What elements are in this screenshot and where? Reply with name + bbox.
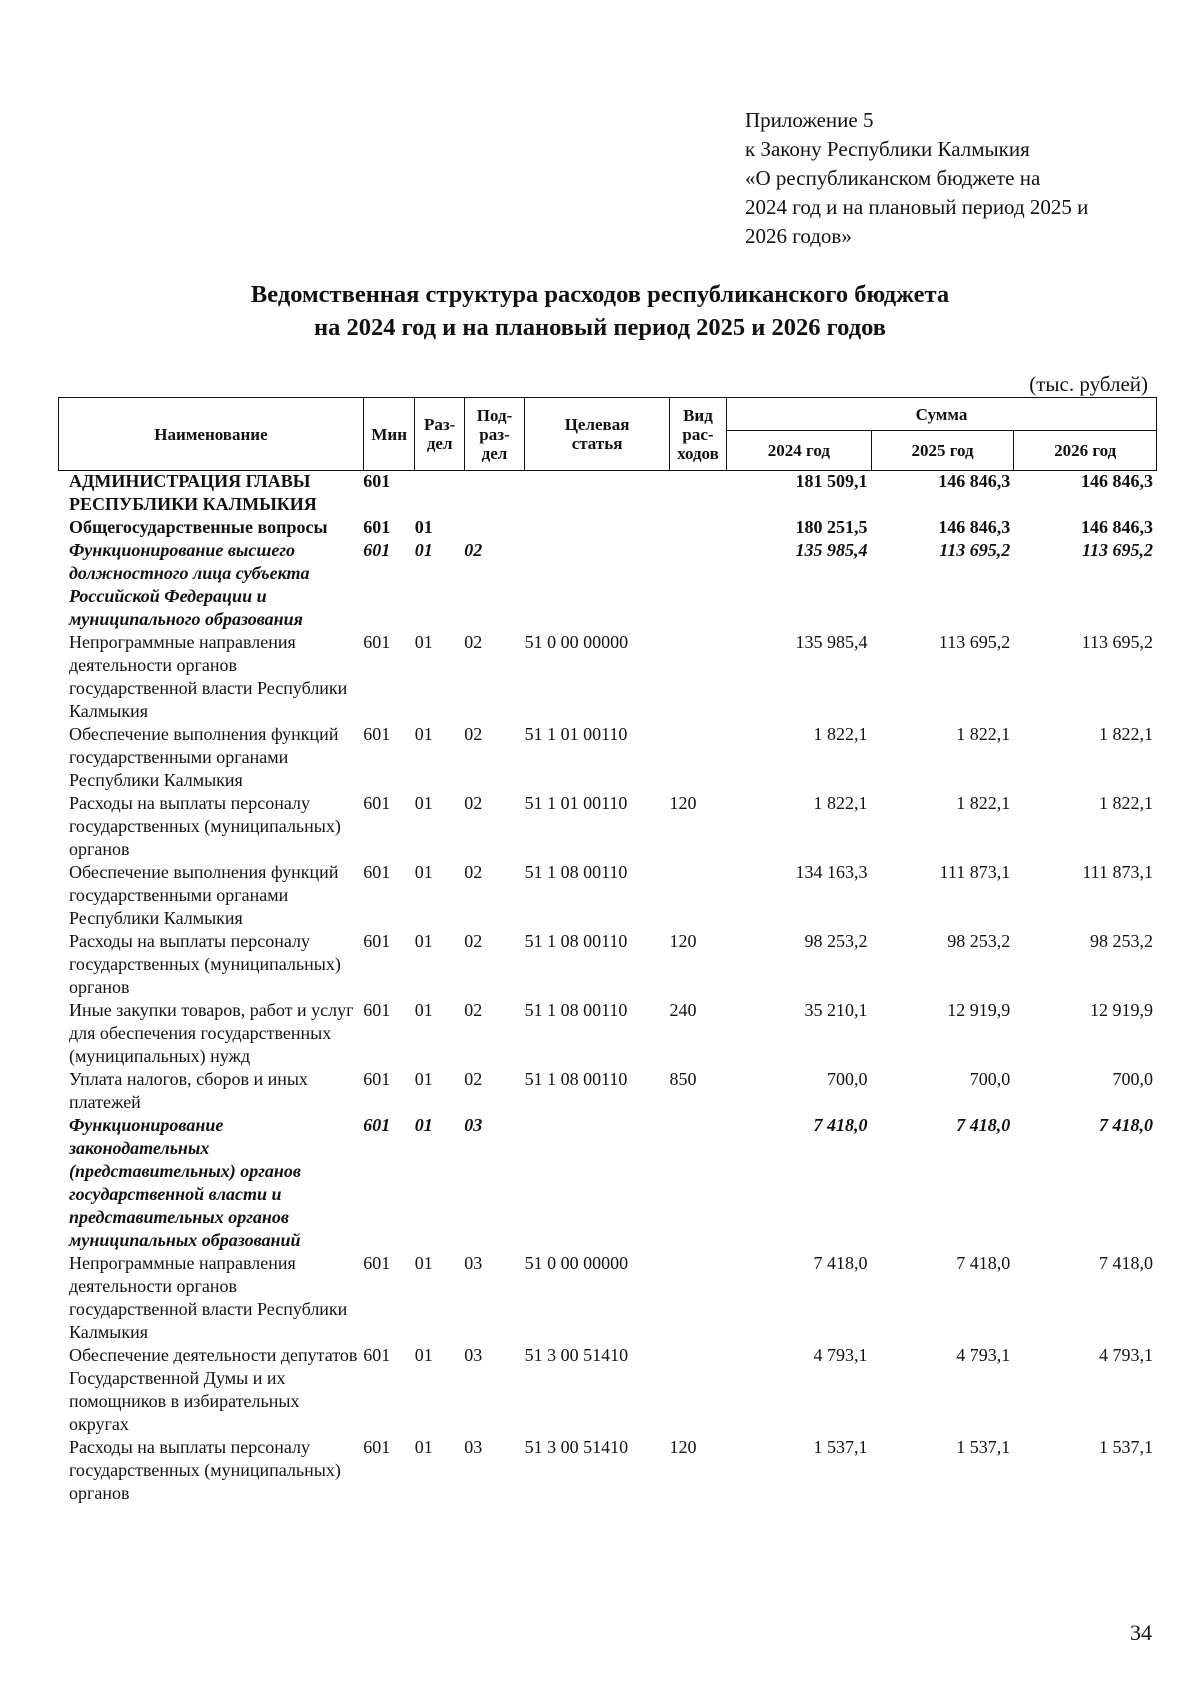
- row-name: Функционирование высшего должностного лица субъекта Российской Федерации и муниципального образования: [69, 540, 310, 629]
- row-target: 51 1 08 00110: [524, 931, 628, 951]
- row-podrazdel: 02: [464, 1000, 483, 1020]
- row-target: 51 1 01 00110: [524, 724, 628, 744]
- table-row: [58, 792, 1157, 861]
- row-razdel: 01: [414, 540, 433, 560]
- row-razdel: 01: [414, 517, 433, 537]
- table-row: [58, 723, 1157, 792]
- row-razdel: 01: [414, 724, 433, 744]
- header-year-2025: 2025 год: [871, 431, 1014, 471]
- row-sum-2024: 1 822,1: [813, 793, 868, 813]
- row-vid: [669, 539, 726, 631]
- table-row: [58, 1068, 1157, 1114]
- header-razdel: Раз- дел: [415, 398, 464, 471]
- row-sum-2024: 700,0: [826, 1069, 868, 1089]
- row-min: 601: [363, 517, 391, 537]
- row-min: 601: [363, 793, 391, 813]
- row-name: Обеспечение выполнения функций государственными органами Республики Калмыкия: [69, 724, 339, 790]
- row-sum-2026: 98 253,2: [1090, 931, 1153, 951]
- row-sum-2026: 146 846,3: [1081, 517, 1153, 537]
- table-row: [58, 631, 1157, 723]
- appendix-line: «О республиканском бюджете на: [745, 166, 1041, 190]
- row-min: 601: [363, 1115, 391, 1135]
- appendix-line: 2026 годов»: [745, 224, 852, 248]
- document-title: [0, 278, 1200, 344]
- row-sum-2025: 98 253,2: [947, 931, 1011, 951]
- table-row: [58, 861, 1157, 930]
- row-sum-2024: 1 537,1: [813, 1437, 868, 1457]
- row-podrazdel: [464, 516, 524, 539]
- row-vid: 120: [669, 931, 697, 951]
- row-name: Обеспечение деятельности депутатов Государственной Думы и их помощников в избирательных округах: [69, 1345, 358, 1434]
- row-target: 51 1 08 00110: [524, 862, 628, 882]
- row-sum-2024: 7 418,0: [813, 1253, 868, 1273]
- row-target: 51 1 08 00110: [524, 1000, 628, 1020]
- appendix-line: 2024 год и на плановый период 2025 и: [745, 195, 1089, 219]
- appendix-line: Приложение 5: [745, 108, 874, 132]
- page-number: 34: [1130, 1620, 1152, 1645]
- row-sum-2026: 4 793,1: [1099, 1345, 1153, 1365]
- row-min: 601: [363, 540, 391, 560]
- row-sum-2026: 146 846,3: [1081, 471, 1153, 491]
- row-vid: [669, 861, 726, 930]
- row-podrazdel: 02: [464, 632, 483, 652]
- row-podrazdel: 03: [464, 1437, 483, 1457]
- row-sum-2025: 146 846,3: [938, 471, 1011, 491]
- row-name: Непрограммные направления деятельности органов государственной власти Республики Калмыкия: [69, 632, 348, 721]
- row-sum-2025: 1 822,1: [956, 793, 1011, 813]
- row-target: 51 1 01 00110: [524, 793, 628, 813]
- appendix-line: к Закону Республики Калмыкия: [745, 137, 1030, 161]
- row-target: [525, 1114, 670, 1252]
- row-sum-2026: 111 873,1: [1082, 862, 1153, 882]
- table-row: [58, 930, 1157, 999]
- row-vid: [669, 516, 726, 539]
- row-name: Иные закупки товаров, работ и услуг для обеспечения государственных (муниципальных) нужд: [69, 1000, 354, 1066]
- header-target: Целевая статья: [525, 398, 670, 471]
- row-vid: [669, 1344, 726, 1436]
- row-min: 601: [363, 862, 391, 882]
- row-vid: [669, 723, 726, 792]
- row-vid: [669, 470, 726, 516]
- row-sum-2024: 180 251,5: [795, 517, 868, 537]
- row-sum-2025: 111 873,1: [939, 862, 1011, 882]
- header-year-2024: 2024 год: [726, 431, 871, 471]
- row-vid: [669, 1114, 726, 1252]
- row-sum-2025: 4 793,1: [956, 1345, 1011, 1365]
- row-name: Уплата налогов, сборов и иных платежей: [69, 1069, 308, 1112]
- row-vid: 240: [669, 1000, 697, 1020]
- row-sum-2025: 146 846,3: [938, 517, 1011, 537]
- row-podrazdel: 02: [464, 931, 483, 951]
- row-min: 601: [363, 471, 391, 491]
- row-name: Общегосударственные вопросы: [69, 517, 328, 537]
- row-name: АДМИНИСТРАЦИЯ ГЛАВЫ РЕСПУБЛИКИ КАЛМЫКИЯ: [69, 471, 317, 514]
- expense-table: [58, 470, 1157, 1505]
- row-sum-2026: 1 537,1: [1099, 1437, 1153, 1457]
- row-razdel: 01: [414, 862, 433, 882]
- table-row: [58, 539, 1157, 631]
- row-podrazdel: 03: [464, 1115, 483, 1135]
- row-razdel: [415, 470, 464, 516]
- row-name: Расходы на выплаты персоналу государственных (муниципальных) органов: [69, 1437, 341, 1503]
- row-podrazdel: 03: [464, 1253, 483, 1273]
- row-vid: 850: [669, 1069, 697, 1089]
- table-row: [58, 1436, 1157, 1505]
- row-vid: 120: [669, 1437, 697, 1457]
- header-year-2026: 2026 год: [1014, 431, 1157, 471]
- row-name: Непрограммные направления деятельности органов государственной власти Республики Калмыкия: [69, 1253, 348, 1342]
- row-razdel: 01: [414, 1000, 433, 1020]
- row-sum-2024: 35 210,1: [804, 1000, 868, 1020]
- row-target: 51 1 08 00110: [524, 1069, 628, 1089]
- row-podrazdel: 02: [464, 724, 483, 744]
- row-sum-2024: 135 985,4: [795, 540, 868, 560]
- row-razdel: 01: [414, 793, 433, 813]
- row-razdel: 01: [414, 931, 433, 951]
- row-name: Расходы на выплаты персоналу государственных (муниципальных) органов: [69, 793, 341, 859]
- row-podrazdel: 02: [464, 862, 483, 882]
- row-target: 51 3 00 51410: [524, 1345, 629, 1365]
- row-sum-2025: 1 537,1: [956, 1437, 1011, 1457]
- table-row: [58, 516, 1157, 539]
- row-target: [525, 470, 670, 516]
- row-name: Функционирование законодательных (представительных) органов государственной власти и представительных органов муниципальных образований: [69, 1115, 301, 1250]
- row-target: 51 0 00 00000: [524, 1253, 629, 1273]
- row-sum-2026: 113 695,2: [1081, 632, 1153, 652]
- row-sum-2024: 98 253,2: [804, 931, 868, 951]
- row-name: Обеспечение выполнения функций государственными органами Республики Калмыкия: [69, 862, 339, 928]
- row-sum-2025: 700,0: [969, 1069, 1011, 1089]
- row-podrazdel: 02: [464, 793, 483, 813]
- header-sum: Сумма: [726, 398, 1156, 431]
- row-sum-2024: 135 985,4: [795, 632, 868, 652]
- row-sum-2026: 700,0: [1112, 1069, 1153, 1089]
- header-min: Мин: [363, 398, 415, 471]
- row-min: 601: [363, 1437, 391, 1457]
- row-min: 601: [363, 1253, 391, 1273]
- row-podrazdel: 02: [464, 540, 483, 560]
- row-razdel: 01: [414, 1115, 433, 1135]
- table-row: [58, 1114, 1157, 1252]
- row-sum-2025: 7 418,0: [956, 1253, 1011, 1273]
- row-podrazdel: 02: [464, 1069, 483, 1089]
- table-row: [58, 999, 1157, 1068]
- row-name: Расходы на выплаты персоналу государственных (муниципальных) органов: [69, 931, 341, 997]
- row-target: 51 0 00 00000: [524, 632, 629, 652]
- title-line: Ведомственная структура расходов республиканского бюджета: [250, 281, 950, 308]
- row-podrazdel: [464, 470, 524, 516]
- row-sum-2024: 4 793,1: [813, 1345, 868, 1365]
- table-header: [58, 397, 1157, 471]
- row-sum-2026: 1 822,1: [1099, 793, 1153, 813]
- header-name: Наименование: [59, 398, 364, 471]
- row-razdel: 01: [414, 1253, 433, 1273]
- appendix-reference: [745, 106, 1088, 251]
- row-podrazdel: 03: [464, 1345, 483, 1365]
- table-row: [58, 1252, 1157, 1344]
- row-razdel: 01: [414, 1345, 433, 1365]
- title-line: на 2024 год и на плановый период 2025 и 2026 годов: [313, 314, 886, 341]
- row-sum-2026: 113 695,2: [1081, 540, 1153, 560]
- row-sum-2024: 181 509,1: [795, 471, 868, 491]
- row-target: [525, 539, 670, 631]
- row-sum-2024: 7 418,0: [813, 1115, 868, 1135]
- row-target: [525, 516, 670, 539]
- row-min: 601: [363, 1069, 391, 1089]
- row-sum-2024: 134 163,3: [795, 862, 868, 882]
- row-razdel: 01: [414, 1069, 433, 1089]
- row-sum-2026: 7 418,0: [1099, 1253, 1153, 1273]
- row-min: 601: [363, 1345, 391, 1365]
- row-razdel: 01: [414, 632, 433, 652]
- header-vid: Вид рас- ходов: [669, 398, 726, 471]
- row-sum-2024: 1 822,1: [813, 724, 868, 744]
- row-vid: 120: [669, 793, 697, 813]
- row-min: 601: [363, 632, 391, 652]
- unit-label: (тыс. рублей): [1029, 372, 1148, 396]
- header-podrazdel: Под- раз- дел: [464, 398, 524, 471]
- row-min: 601: [363, 1000, 391, 1020]
- row-sum-2026: 12 919,9: [1090, 1000, 1153, 1020]
- row-sum-2025: 1 822,1: [956, 724, 1011, 744]
- row-vid: [669, 631, 726, 723]
- row-min: 601: [363, 724, 391, 744]
- row-sum-2025: 12 919,9: [947, 1000, 1011, 1020]
- row-razdel: 01: [414, 1437, 433, 1457]
- row-sum-2025: 113 695,2: [938, 632, 1011, 652]
- row-sum-2025: 113 695,2: [939, 540, 1011, 560]
- row-sum-2026: 7 418,0: [1099, 1115, 1153, 1135]
- row-target: 51 3 00 51410: [524, 1437, 629, 1457]
- row-vid: [669, 1252, 726, 1344]
- row-sum-2026: 1 822,1: [1099, 724, 1153, 744]
- row-min: 601: [363, 931, 391, 951]
- table-row: [58, 1344, 1157, 1436]
- table-row: [58, 470, 1157, 516]
- row-sum-2025: 7 418,0: [956, 1115, 1011, 1135]
